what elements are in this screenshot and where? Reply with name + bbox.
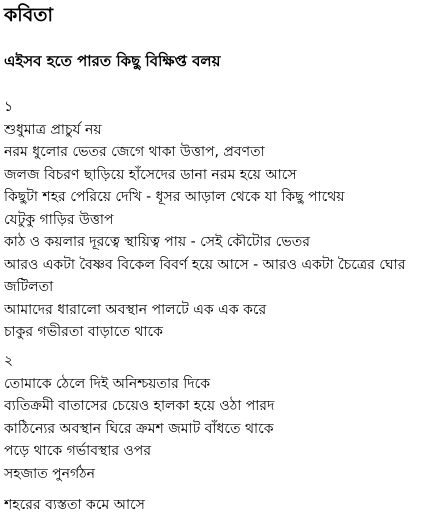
- stanza-2: [4, 350, 424, 485]
- poem-line: নরম ধুলোর ভেতর জেগে থাকা উত্তাপ, প্রবণতা: [4, 144, 265, 160]
- stanza-3: [4, 494, 424, 515]
- poem-line: শুধুমাত্র প্রাচুর্য নয়: [4, 121, 102, 138]
- stanza-number: ২: [4, 353, 14, 369]
- poem-line: কাঠিন্যের অবস্থান ঘিরে ক্রমশ জমাট বাঁধতে থাকে: [4, 420, 274, 437]
- poem-line: কাঠ ও কয়লার দূরত্বে স্থায়িত্ব পায় - সেই কৌটোর ভেতর: [4, 234, 310, 250]
- poem-line: শহরের ব্যস্ততা কমে আসে: [4, 497, 145, 513]
- poem-line: চাকুর গভীরতা বাড়াতে থাকে: [4, 324, 163, 340]
- poem-line: কিছুটা শহর পেরিয়ে দেখি - ধূসর আড়াল থেকে যা কিছু পাথেয়: [4, 189, 345, 205]
- poem-line: আমাদের ধারালো অবস্থান পালটে এক এক করে: [4, 301, 267, 318]
- poem-line: জলজ বিচরণ ছাড়িয়ে হাঁসেদের ডানা নরম হয়ে আসে: [4, 166, 297, 183]
- poem-line: ব্যতিক্রমী বাতাসের চেয়েও হালকা হয়ে ওঠা পারদ: [4, 398, 275, 414]
- stanza-1: [4, 96, 424, 344]
- poem-line: যেটুকু গাড়ির উত্তাপ: [4, 211, 114, 228]
- poem-line: পড়ে থাকে গর্ভাবস্থার ওপর: [4, 443, 152, 459]
- poem-title: এইসব হতে পারত কিছু বিক্ষিপ্ত বলয়: [4, 52, 221, 70]
- poem-line: আরও একটা বৈষ্ণব বিকেল বিবর্ণ হয়ে আসে - আরও একটা চৈত্রের ঘোর: [4, 256, 406, 273]
- stanza-number: ১: [4, 99, 14, 115]
- page-heading: কবিতা: [4, 4, 54, 26]
- poem-line: সহজাত পুনর্গঠন: [4, 465, 96, 482]
- poem-line: তোমাকে ঠেলে দিই অনিশ্চয়তার দিকে: [4, 375, 211, 392]
- poem-line: জটিলতা: [4, 279, 54, 295]
